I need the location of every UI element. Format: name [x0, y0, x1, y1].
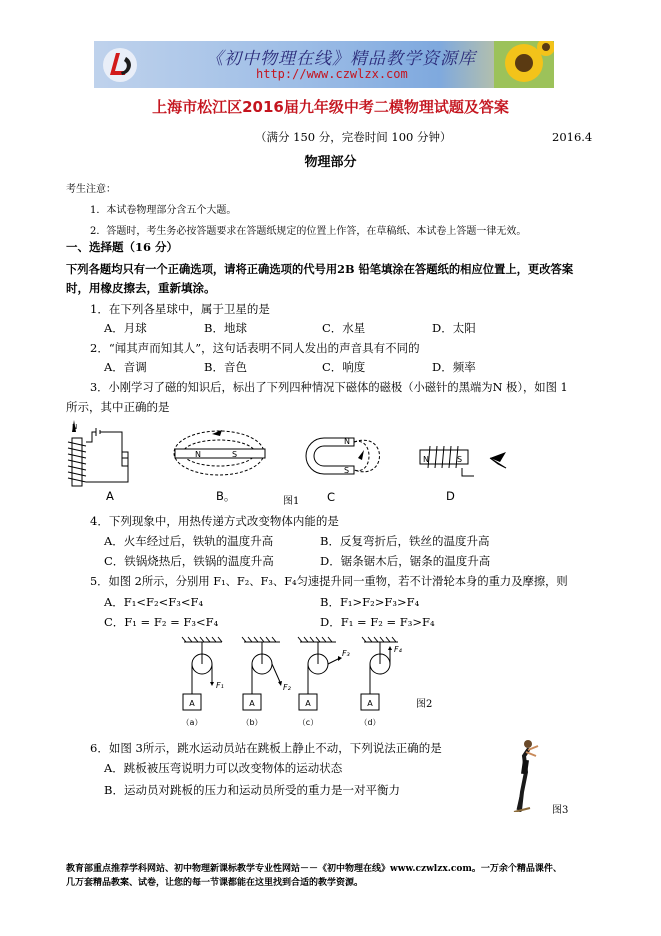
part1-heading: 一、选择题（16 分）	[66, 240, 179, 254]
part1-instruction-cont: 时，用橡皮擦去，重新填涂。	[66, 281, 216, 295]
q2-option-a: A．音调	[104, 360, 147, 374]
svg-text:S: S	[232, 450, 238, 459]
q6-option-b: B．运动员对跳板的压力和运动员所受的重力是一对平衡力	[104, 783, 400, 797]
q1-option-d: D．太阳	[432, 321, 476, 335]
q6-stem: 6．如图 3所示，跳水运动员站在跳板上静止不动，下列说法正确的是	[90, 741, 442, 755]
figure-3-caption: 图3	[552, 805, 569, 816]
svg-text:S: S	[344, 466, 350, 475]
q1-option-b: B．地球	[204, 321, 247, 335]
document-title: 上海市松江区2016届九年级中考二模物理试题及答案	[152, 98, 509, 116]
svg-text:（a）: （a）	[181, 718, 203, 727]
figure-1a-electromagnet	[68, 420, 128, 486]
q5-option-d: D．F₁ = F₂ = F₃>F₄	[320, 615, 435, 629]
site-logo	[102, 47, 138, 83]
svg-text:A: A	[189, 699, 195, 708]
svg-text:N: N	[344, 437, 350, 446]
q5-option-a: A．F₁<F₂<F₃<F₄	[104, 595, 204, 609]
svg-text:A: A	[249, 699, 255, 708]
fig1-label-a: A	[106, 489, 114, 503]
figure-2-pulleys	[170, 636, 420, 734]
q2-option-d: D．频率	[432, 360, 476, 374]
note-item: 2．答题时，考生务必按答题要求在答题纸规定的位置上作答，在草稿纸、本试卷上答题一律无效。	[90, 226, 527, 237]
figure-1b-bar-magnet	[174, 430, 265, 475]
banner-url: http://www.czwlzx.com	[256, 67, 408, 81]
part1-instruction: 下列各题均只有一个正确选项，请将正确选项的代号用2B 铅笔填涂在答题纸的相应位置上，更改答案	[66, 262, 574, 276]
q5-option-c: C．F₁ = F₂ = F₃<F₄	[104, 615, 219, 629]
svg-text:A: A	[305, 699, 311, 708]
fig1-label-b: B。	[216, 489, 236, 503]
exam-date: 2016.4	[552, 130, 593, 144]
q4-stem: 4．下列现象中，用热传递方式改变物体内能的是	[90, 514, 339, 528]
svg-text:F₃: F₃	[342, 649, 350, 658]
footer-line-2: 几万套精品教案、试卷，让您的每一节课都能在这里找到合适的教学资源。	[66, 878, 364, 888]
section-title: 物理部分	[304, 155, 357, 170]
fig1-label-c: C	[327, 490, 336, 504]
q4-option-b: B．反复弯折后，铁丝的温度升高	[320, 534, 490, 548]
svg-text:N: N	[72, 423, 78, 431]
sunflower-image	[494, 41, 554, 88]
svg-text:S: S	[457, 455, 463, 464]
svg-text:A: A	[367, 699, 373, 708]
q5-stem: 5．如图 2所示，分别用 F₁、F₂、F₃、F₄匀速提升同一重物，若不计滑轮本身的重力及摩擦，则	[90, 575, 568, 588]
header-banner	[94, 41, 554, 88]
svg-text:N: N	[195, 450, 201, 459]
q6-option-a: A．跳板被压弯说明力可以改变物体的运动状态	[104, 761, 343, 775]
svg-text:F₂: F₂	[283, 683, 291, 692]
page-footer	[66, 862, 562, 890]
figure-1c-horseshoe-magnet	[306, 437, 380, 475]
q4-option-c: C．铁锅烧热后，铁锅的温度升高	[104, 554, 274, 568]
figure-2-caption: 图2	[416, 699, 433, 710]
svg-text:（c）: （c）	[297, 718, 319, 727]
figure-3-diver	[500, 730, 560, 816]
q1-option-c: C．水星	[322, 321, 366, 335]
q2-option-b: B．音色	[204, 360, 247, 374]
figure-1	[62, 420, 532, 496]
svg-text:（d）: （d）	[359, 718, 381, 727]
q1-stem: 1．在下列各星球中，属于卫星的是	[90, 302, 270, 316]
exam-info: （满分 150 分，完卷时间 100 分钟）	[255, 130, 452, 144]
banner-title: 《初中物理在线》精品教学资源库	[206, 49, 476, 69]
q4-option-d: D．锯条锯木后，锯条的温度升高	[320, 554, 491, 568]
figure-1-caption: 图1	[283, 496, 300, 507]
footer-line-1: 教育部重点推荐学科网站、初中物理新课标教学专业性网站－－《初中物理在线》www.czwlzx.com。一万余个精品课件、	[66, 864, 562, 874]
q3-stem: 3．小刚学习了磁的知识后，标出了下列四种情况下磁体的磁极（小磁针的黑端为N 极），如图 1	[90, 381, 568, 394]
svg-text:（b）: （b）	[241, 718, 263, 727]
q3-stem-cont: 所示，其中正确的是	[66, 400, 170, 414]
fig1-label-d: D	[446, 489, 455, 503]
q5-option-b: B．F₁>F₂>F₃>F₄	[320, 595, 420, 609]
svg-text:F₁: F₁	[216, 681, 224, 690]
q4-option-a: A．火车经过后，铁轨的温度升高	[104, 534, 274, 548]
q2-stem: 2．“闻其声而知其人”，这句话表明不同人发出的声音具有不同的	[90, 341, 420, 355]
svg-text:N: N	[423, 455, 429, 464]
q1-option-a: A．月球	[104, 321, 147, 335]
svg-text:F₄: F₄	[394, 645, 402, 654]
figure-1d-solenoid	[420, 446, 506, 476]
notes-heading: 考生注意：	[66, 184, 116, 195]
q2-option-c: C．响度	[322, 360, 366, 374]
note-item: 1．本试卷物理部分含五个大题。	[90, 205, 237, 216]
